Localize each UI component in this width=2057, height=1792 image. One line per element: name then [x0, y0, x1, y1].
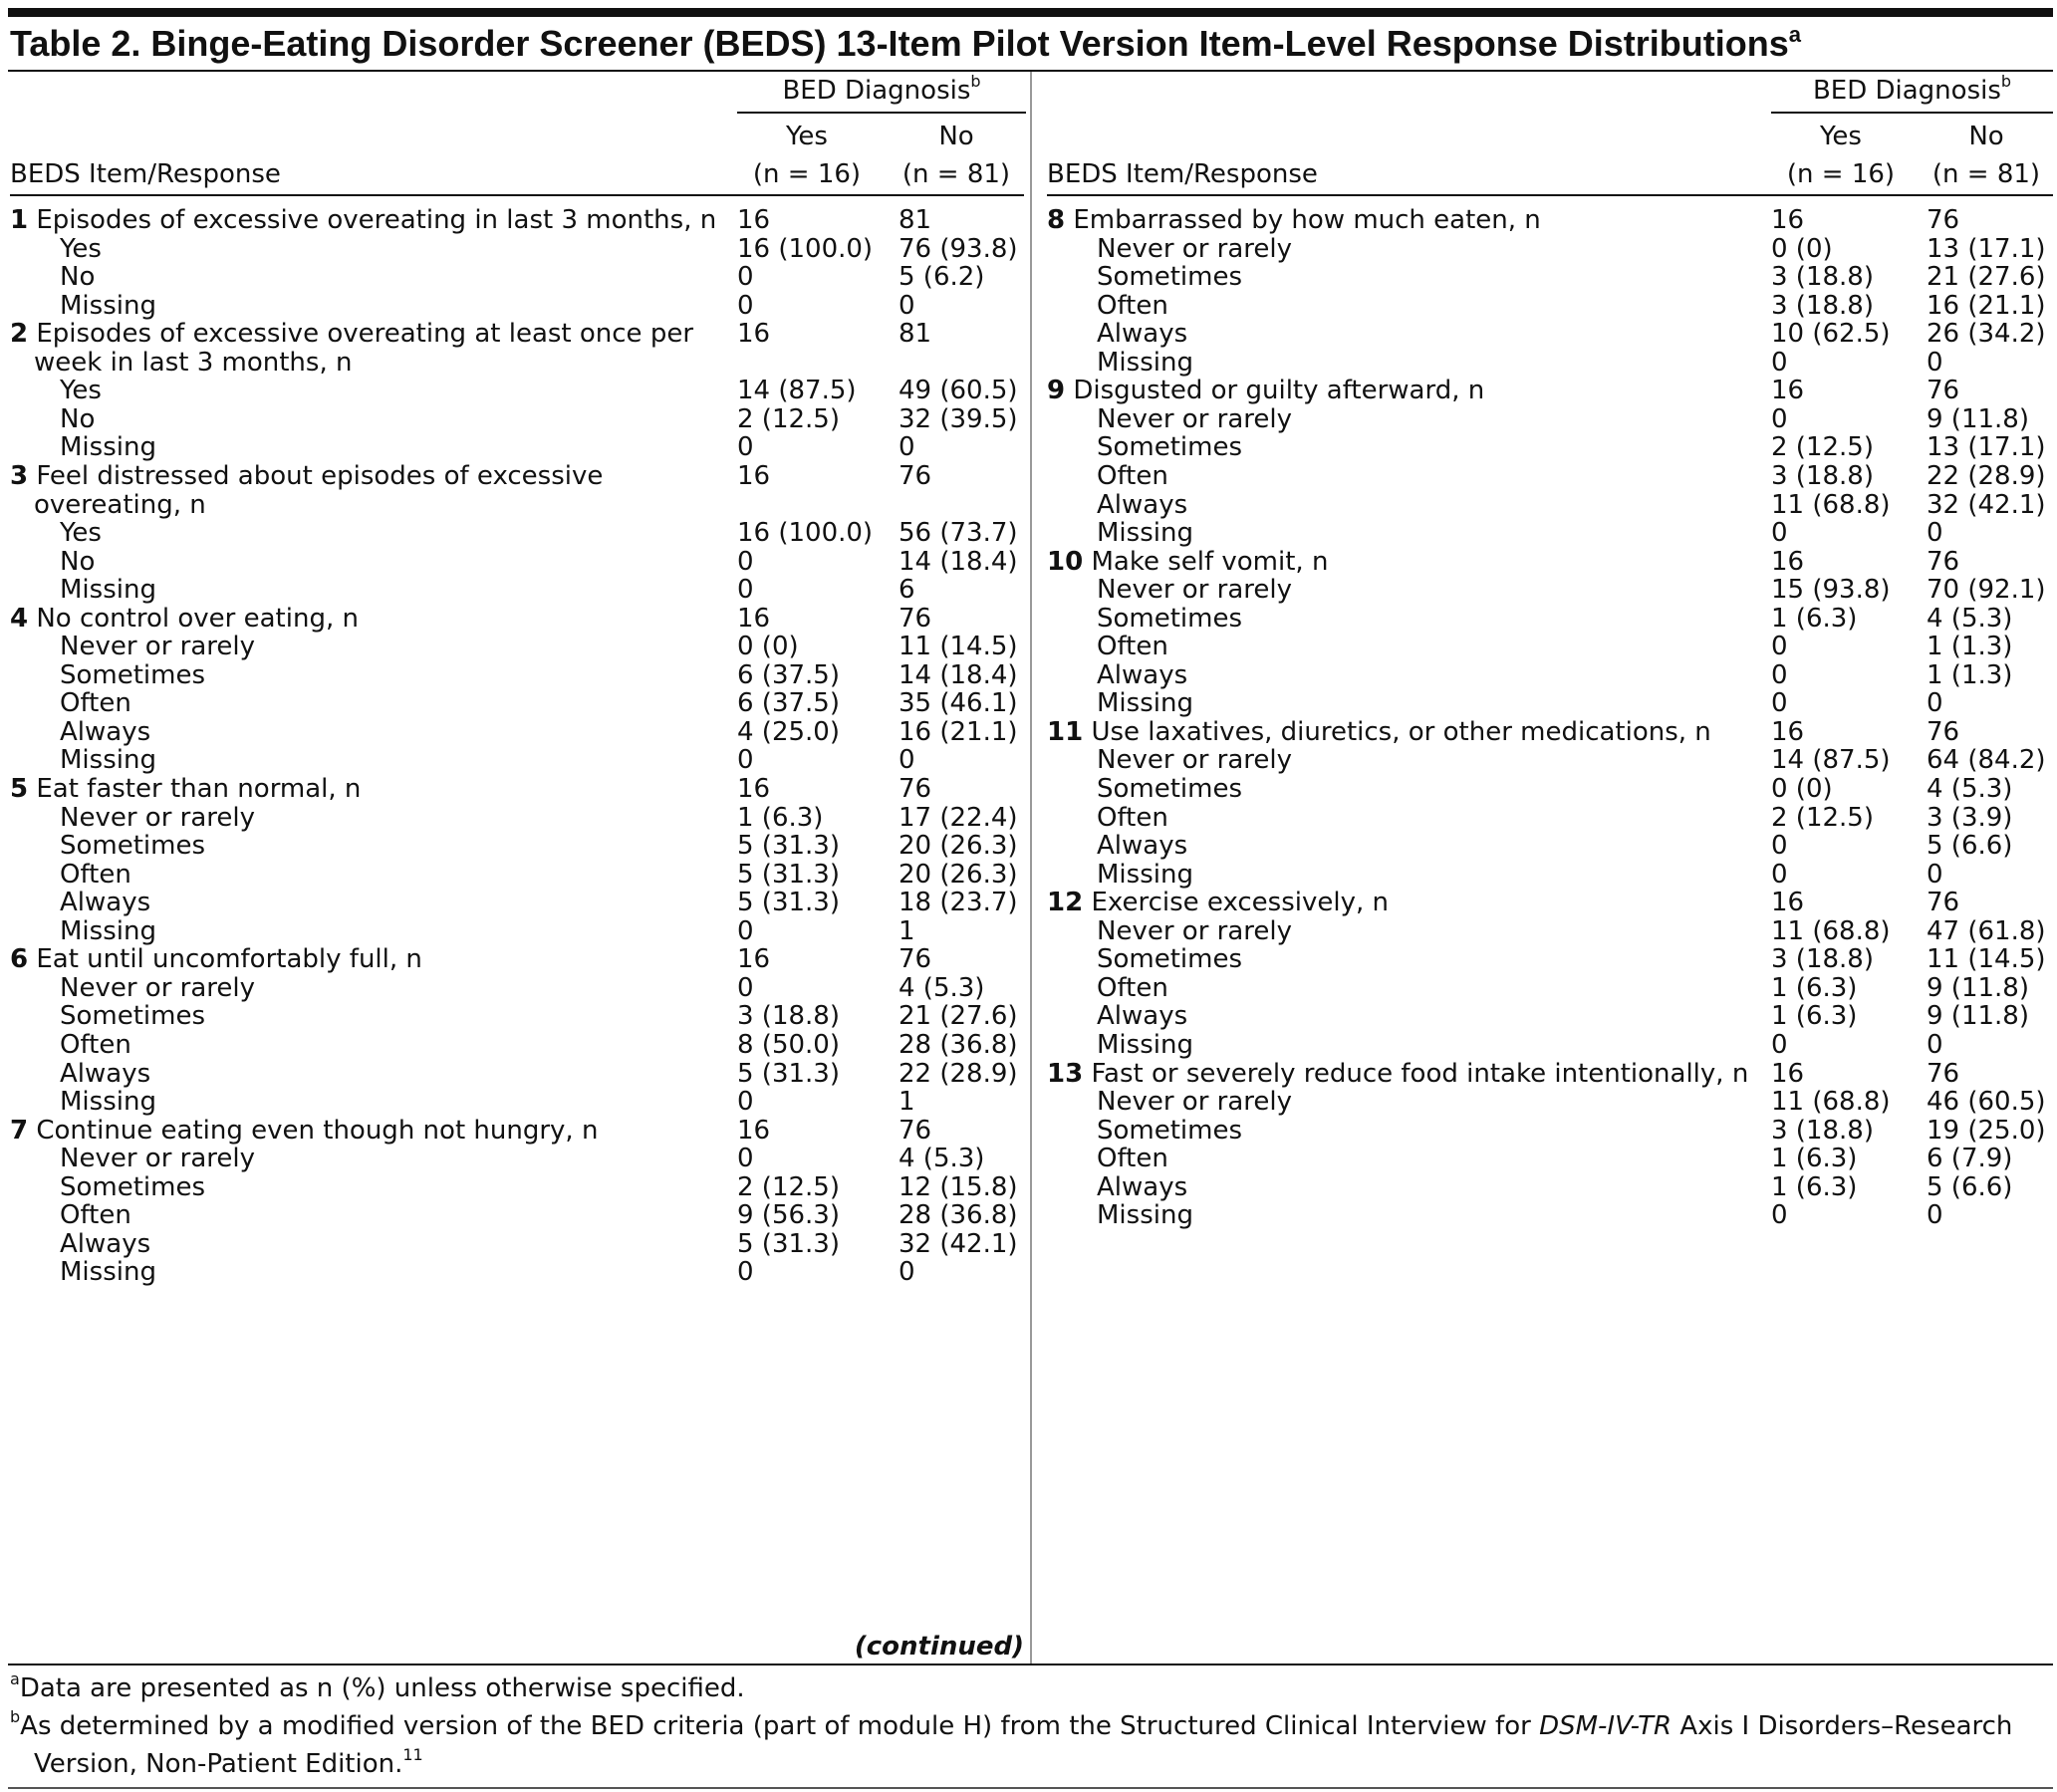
bed-diagnosis-footnote-marker: b [970, 72, 981, 91]
bed-diagnosis-header [737, 72, 1026, 110]
row-label-text: Sometimes [60, 1172, 206, 1202]
row-label-text: Missing [1097, 348, 1193, 378]
no-value: 49 (60.5) [899, 376, 1018, 405]
no-value: 5 (6.6) [1927, 1172, 2013, 1202]
row-label [1097, 1196, 1193, 1234]
no-value: 46 (60.5) [1927, 1087, 2046, 1117]
row-label [60, 1253, 156, 1291]
no-value: 4 (5.3) [899, 1144, 985, 1173]
yes-value: 0 [1771, 1200, 1788, 1230]
no-value: 1 [899, 1087, 915, 1117]
yes-value: 1 (6.3) [1771, 604, 1858, 634]
yes-value: 0 [1771, 688, 1788, 718]
yes-value: 1 (6.3) [1771, 973, 1858, 1003]
no-value: 76 [899, 944, 932, 974]
item-response-header: BEDS Item/Response [1047, 159, 1318, 189]
yes-value: 5 (31.3) [737, 1229, 840, 1259]
row-label-text: Often [60, 1200, 131, 1230]
item-number: 11 [1047, 717, 1084, 747]
table-title-text: Table 2. Binge-Eating Disorder Screener (BEDS) 13-Item Pilot Version Item-Level Response Distributions [10, 23, 1789, 64]
no-value: 1 (1.3) [1927, 632, 2013, 661]
row-label-text: Yes [60, 234, 102, 264]
no-value: 70 (92.1) [1927, 575, 2046, 605]
footnote-b-italic: DSM-IV-TR [1539, 1711, 1672, 1741]
no-value: 13 (17.1) [1927, 432, 2046, 462]
no-value: 5 (6.6) [1927, 831, 2013, 861]
no-value: 32 (42.1) [1927, 490, 2046, 520]
item-number: 6 [10, 944, 29, 974]
no-value: 22 (28.9) [899, 1059, 1018, 1089]
yes-value: 0 [737, 291, 754, 321]
no-value: 0 [899, 1257, 915, 1287]
row-label-text: Always [1097, 660, 1188, 690]
no-value: 12 (15.8) [899, 1172, 1018, 1202]
row-label-text: Always [1097, 1001, 1188, 1031]
yes-value: 0 [737, 547, 754, 577]
no-value: 0 [1927, 1200, 1943, 1230]
footnote-a [10, 1669, 2042, 1707]
row-label-text: Never or rarely [60, 973, 255, 1003]
row-label-text: Often [60, 860, 131, 890]
yes-label: Yes [1820, 122, 1862, 151]
yes-value: 16 (100.0) [737, 234, 874, 264]
yes-value: 5 (31.3) [737, 1059, 840, 1089]
no-value: 81 [899, 319, 932, 349]
yes-value: 5 (31.3) [737, 860, 840, 890]
row-label-text: Sometimes [1097, 262, 1243, 292]
yes-value: 0 [737, 262, 754, 292]
yes-value: 0 [1771, 831, 1788, 861]
yes-value: 0 [1771, 404, 1788, 434]
continued-note: (continued) [854, 1632, 1024, 1662]
no-n: (n = 81) [901, 159, 1011, 189]
bed-diagnosis-header [1771, 72, 2053, 110]
row-label-text: overeating, n [34, 490, 206, 520]
no-value: 19 (25.0) [1927, 1116, 2046, 1146]
yes-value: 3 (18.8) [737, 1001, 840, 1031]
row-label-text: Never or rarely [1097, 404, 1292, 434]
row-label-text: Never or rarely [60, 803, 255, 833]
no-value: 28 (36.8) [899, 1200, 1018, 1230]
row-label-text: Missing [60, 575, 156, 605]
yes-value: 0 [1771, 632, 1788, 661]
bed-diagnosis-label: BED Diagnosis [782, 76, 971, 106]
row-label-text: Missing [60, 1257, 156, 1287]
yes-value: 0 [737, 1087, 754, 1117]
row-label-text: Exercise excessively, n [1091, 888, 1389, 917]
row-label-text: Never or rarely [60, 1144, 255, 1173]
yes-value: 9 (56.3) [737, 1200, 840, 1230]
yes-value: 0 [737, 1257, 754, 1287]
no-value: 0 [899, 745, 915, 775]
yes-value: 0 [737, 575, 754, 605]
row-label-text: Always [60, 1059, 151, 1089]
footnote-b-marker: b [10, 1707, 21, 1726]
yes-value: 0 [1771, 860, 1788, 890]
yes-value: 0 [737, 432, 754, 462]
no-value: 0 [1927, 348, 1943, 378]
no-value: 18 (23.7) [899, 888, 1018, 917]
yes-value: 5 (31.3) [737, 831, 840, 861]
response-row [10, 1253, 1024, 1291]
no-value: 14 (18.4) [899, 660, 1018, 690]
row-label-text: Often [1097, 632, 1168, 661]
row-label-text: Sometimes [60, 660, 206, 690]
yes-label: Yes [786, 122, 828, 151]
row-label-text: Always [60, 717, 151, 747]
no-value: 16 (21.1) [899, 717, 1018, 747]
no-value: 35 (46.1) [899, 688, 1018, 718]
no-value: 76 [1927, 376, 1960, 405]
row-label-text: Missing [1097, 688, 1193, 718]
row-label-text: No control over eating, n [36, 604, 359, 634]
item-number: 10 [1047, 547, 1084, 577]
item-number: 5 [10, 774, 29, 804]
no-value: 5 (6.2) [899, 262, 985, 292]
no-value: 0 [899, 291, 915, 321]
column-header-rule [10, 194, 1024, 196]
no-value: 4 (5.3) [899, 973, 985, 1003]
row-label-text: Sometimes [1097, 1116, 1243, 1146]
item-number: 13 [1047, 1059, 1084, 1089]
no-value: 64 (84.2) [1927, 745, 2046, 775]
yes-value: 2 (12.5) [737, 1172, 840, 1202]
footnote-b-line2 [10, 1745, 2042, 1783]
yes-value: 5 (31.3) [737, 888, 840, 917]
row-label-text: Often [1097, 803, 1168, 833]
yes-value: 14 (87.5) [737, 376, 857, 405]
no-value: 0 [1927, 688, 1943, 718]
yes-value: 0 [1771, 518, 1788, 548]
row-label-text: Always [1097, 490, 1188, 520]
row-label-text: Never or rarely [60, 632, 255, 661]
row-label-text: Never or rarely [1097, 234, 1292, 264]
item-number: 4 [10, 604, 29, 634]
no-value: 76 [899, 774, 932, 804]
no-value: 11 (14.5) [899, 632, 1018, 661]
item-number: 1 [10, 205, 29, 235]
yes-value: 4 (25.0) [737, 717, 840, 747]
no-value: 76 (93.8) [899, 234, 1018, 264]
row-label-text: Missing [60, 1087, 156, 1117]
row-label-text: Yes [60, 376, 102, 405]
item-number: 12 [1047, 888, 1084, 917]
yes-value: 1 (6.3) [1771, 1001, 1858, 1031]
row-label-text: Often [1097, 1144, 1168, 1173]
no-value: 20 (26.3) [899, 831, 1018, 861]
row-label-text: Often [60, 1030, 131, 1060]
yes-value: 16 [737, 205, 771, 235]
row-label-text: Missing [1097, 1200, 1193, 1230]
row-label-text: Always [1097, 319, 1188, 349]
footnote-b-text-cont: Axis I Disorders–Research [1671, 1711, 2013, 1741]
yes-value: 0 [737, 1144, 754, 1173]
no-value: 14 (18.4) [899, 547, 1018, 577]
no-value: 0 [899, 432, 915, 462]
item-number: 9 [1047, 376, 1066, 405]
no-value: 0 [1927, 860, 1943, 890]
row-label-text: No [60, 404, 96, 434]
row-label-text: Often [1097, 973, 1168, 1003]
row-label-text: Embarrassed by how much eaten, n [1073, 205, 1541, 235]
row-label-text: No [60, 547, 96, 577]
yes-value: 16 [737, 319, 771, 349]
yes-value: 15 (93.8) [1771, 575, 1891, 605]
row-label-text: Yes [60, 518, 102, 548]
footnote-rule [8, 1664, 2053, 1665]
yes-value: 3 (18.8) [1771, 291, 1874, 321]
no-value: 9 (11.8) [1927, 1001, 2029, 1031]
no-value: 13 (17.1) [1927, 234, 2046, 264]
yes-value: 3 (18.8) [1771, 461, 1874, 491]
no-value: 76 [899, 461, 932, 491]
row-label-text: Never or rarely [1097, 575, 1292, 605]
yes-n: (n = 16) [752, 159, 862, 189]
row-label-text: Make self vomit, n [1091, 547, 1329, 577]
row-label-text: Always [60, 1229, 151, 1259]
yes-value: 16 [1771, 888, 1805, 917]
top-rule [8, 8, 2053, 17]
footnote-b [10, 1707, 2042, 1783]
yes-value: 16 [1771, 717, 1805, 747]
row-label-text: Episodes of excessive overeating at least once per [36, 319, 694, 349]
row-label-text: Episodes of excessive overeating in last 3 months, n [36, 205, 717, 235]
no-value: 17 (22.4) [899, 803, 1018, 833]
bed-diagnosis-rule [737, 112, 1026, 114]
row-label-text: Often [1097, 461, 1168, 491]
column-header-rule [1047, 194, 2053, 196]
yes-value: 1 (6.3) [737, 803, 824, 833]
no-value: 76 [899, 604, 932, 634]
row-label-text: Never or rarely [1097, 745, 1292, 775]
yes-value: 16 [1771, 205, 1805, 235]
no-value: 16 (21.1) [1927, 291, 2046, 321]
row-label-text: Disgusted or guilty afterward, n [1073, 376, 1485, 405]
yes-value: 11 (68.8) [1771, 1087, 1891, 1117]
row-label-text: Always [60, 888, 151, 917]
yes-value: 10 (62.5) [1771, 319, 1891, 349]
no-value: 76 [1927, 888, 1960, 917]
response-row [1047, 1196, 2053, 1234]
no-value: 32 (42.1) [899, 1229, 1018, 1259]
row-label-text: Always [1097, 831, 1188, 861]
yes-value: 3 (18.8) [1771, 262, 1874, 292]
no-value: 3 (3.9) [1927, 803, 2013, 833]
no-value: 76 [1927, 717, 1960, 747]
footnote-a-marker: a [10, 1669, 20, 1688]
item-number: 2 [10, 319, 29, 349]
yes-value: 16 [1771, 1059, 1805, 1089]
no-value: 4 (5.3) [1927, 774, 2013, 804]
row-label-text: Sometimes [1097, 774, 1243, 804]
yes-column-header [737, 118, 877, 193]
row-label-text: Often [1097, 291, 1168, 321]
no-value: 9 (11.8) [1927, 973, 2029, 1003]
yes-value: 11 (68.8) [1771, 490, 1891, 520]
row-label-text: Missing [1097, 860, 1193, 890]
yes-n: (n = 16) [1786, 159, 1896, 189]
yes-value: 6 (37.5) [737, 660, 840, 690]
no-value: 21 (27.6) [899, 1001, 1018, 1031]
no-column-header [887, 118, 1026, 193]
row-label-text: Use laxatives, diuretics, or other medications, n [1091, 717, 1711, 747]
row-label-text: No [60, 262, 96, 292]
row-label-text: Missing [1097, 1030, 1193, 1060]
no-value: 11 (14.5) [1927, 944, 2046, 974]
column-divider [1030, 72, 1032, 1664]
yes-value: 16 [1771, 376, 1805, 405]
no-value: 22 (28.9) [1927, 461, 2046, 491]
yes-value: 16 [737, 944, 771, 974]
yes-value: 1 (6.3) [1771, 1172, 1858, 1202]
row-label-text: week in last 3 months, n [34, 348, 353, 378]
row-label-text: Sometimes [60, 831, 206, 861]
no-value: 76 [1927, 1059, 1960, 1089]
no-value: 56 (73.7) [899, 518, 1018, 548]
yes-value: 0 [737, 745, 754, 775]
no-value: 1 (1.3) [1927, 660, 2013, 690]
row-label-text: Feel distressed about episodes of excessive [36, 461, 604, 491]
yes-value: 16 [737, 774, 771, 804]
no-value: 6 (7.9) [1927, 1144, 2013, 1173]
bottom-rule [8, 1787, 2053, 1789]
no-value: 1 [899, 916, 915, 946]
row-label-text: Missing [60, 745, 156, 775]
yes-value: 0 (0) [1771, 774, 1833, 804]
yes-value: 16 [737, 1116, 771, 1146]
yes-value: 2 (12.5) [737, 404, 840, 434]
yes-value: 16 (100.0) [737, 518, 874, 548]
no-value: 28 (36.8) [899, 1030, 1018, 1060]
bed-diagnosis-rule [1771, 112, 2053, 114]
item-number: 7 [10, 1116, 29, 1146]
item-number: 3 [10, 461, 29, 491]
yes-value: 16 [737, 461, 771, 491]
yes-value: 6 (37.5) [737, 688, 840, 718]
row-label-text: Eat until uncomfortably full, n [36, 944, 422, 974]
yes-value: 14 (87.5) [1771, 745, 1891, 775]
title-footnote-marker: a [1788, 22, 1802, 47]
row-label-text: Missing [1097, 518, 1193, 548]
row-label-text: Sometimes [1097, 604, 1243, 634]
yes-value: 2 (12.5) [1771, 803, 1874, 833]
yes-value: 2 (12.5) [1771, 432, 1874, 462]
no-value: 21 (27.6) [1927, 262, 2046, 292]
footnote-a-text: Data are presented as n (%) unless otherwise specified. [19, 1673, 745, 1703]
row-label-text: Missing [60, 432, 156, 462]
yes-value: 3 (18.8) [1771, 1116, 1874, 1146]
row-label-text: Continue eating even though not hungry, n [36, 1116, 599, 1146]
yes-value: 8 (50.0) [737, 1030, 840, 1060]
no-value: 76 [899, 1116, 932, 1146]
no-column-header [1917, 118, 2056, 193]
no-value: 6 [899, 575, 915, 605]
yes-value: 0 (0) [737, 632, 799, 661]
yes-value: 0 [1771, 660, 1788, 690]
no-label: No [938, 122, 974, 151]
item-response-header: BEDS Item/Response [10, 159, 281, 189]
yes-value: 0 [1771, 1030, 1788, 1060]
yes-value: 11 (68.8) [1771, 916, 1891, 946]
no-value: 32 (39.5) [899, 404, 1018, 434]
no-value: 47 (61.8) [1927, 916, 2046, 946]
yes-value: 0 [737, 973, 754, 1003]
row-label-text: Never or rarely [1097, 916, 1292, 946]
item-number: 8 [1047, 205, 1066, 235]
row-label-text: Sometimes [1097, 432, 1243, 462]
row-label-text: Missing [60, 916, 156, 946]
yes-value: 16 [737, 604, 771, 634]
no-value: 26 (34.2) [1927, 319, 2046, 349]
footnote-b-text: As determined by a modified version of the BED criteria (part of module H) from the Structured Clinical Interview for [20, 1711, 1540, 1741]
yes-value: 16 [1771, 547, 1805, 577]
yes-value: 0 [737, 916, 754, 946]
no-value: 81 [899, 205, 932, 235]
row-label-text: Fast or severely reduce food intake intentionally, n [1091, 1059, 1749, 1089]
footnote-b-text-end: Version, Non-Patient Edition. [34, 1749, 403, 1779]
no-label: No [1968, 122, 2004, 151]
no-value: 76 [1927, 547, 1960, 577]
yes-column-header [1771, 118, 1911, 193]
row-label-text: Sometimes [60, 1001, 206, 1031]
row-label-text: Never or rarely [1097, 1087, 1292, 1117]
bed-diagnosis-footnote-marker: b [2000, 72, 2012, 91]
row-label-text: Missing [60, 291, 156, 321]
row-label-text: Sometimes [1097, 944, 1243, 974]
yes-value: 0 (0) [1771, 234, 1833, 264]
yes-value: 3 (18.8) [1771, 944, 1874, 974]
no-n: (n = 81) [1931, 159, 2041, 189]
no-value: 20 (26.3) [899, 860, 1018, 890]
no-value: 76 [1927, 205, 1960, 235]
bed-diagnosis-label: BED Diagnosis [1812, 76, 2001, 106]
yes-value: 1 (6.3) [1771, 1144, 1858, 1173]
no-value: 0 [1927, 518, 1943, 548]
no-value: 0 [1927, 1030, 1943, 1060]
no-value: 9 (11.8) [1927, 404, 2029, 434]
row-label-text: Always [1097, 1172, 1188, 1202]
row-label-text: Eat faster than normal, n [36, 774, 362, 804]
footnote-b-reference: 11 [402, 1745, 423, 1764]
row-label-text: Often [60, 688, 131, 718]
table-title [10, 22, 2052, 66]
no-value: 4 (5.3) [1927, 604, 2013, 634]
yes-value: 0 [1771, 348, 1788, 378]
